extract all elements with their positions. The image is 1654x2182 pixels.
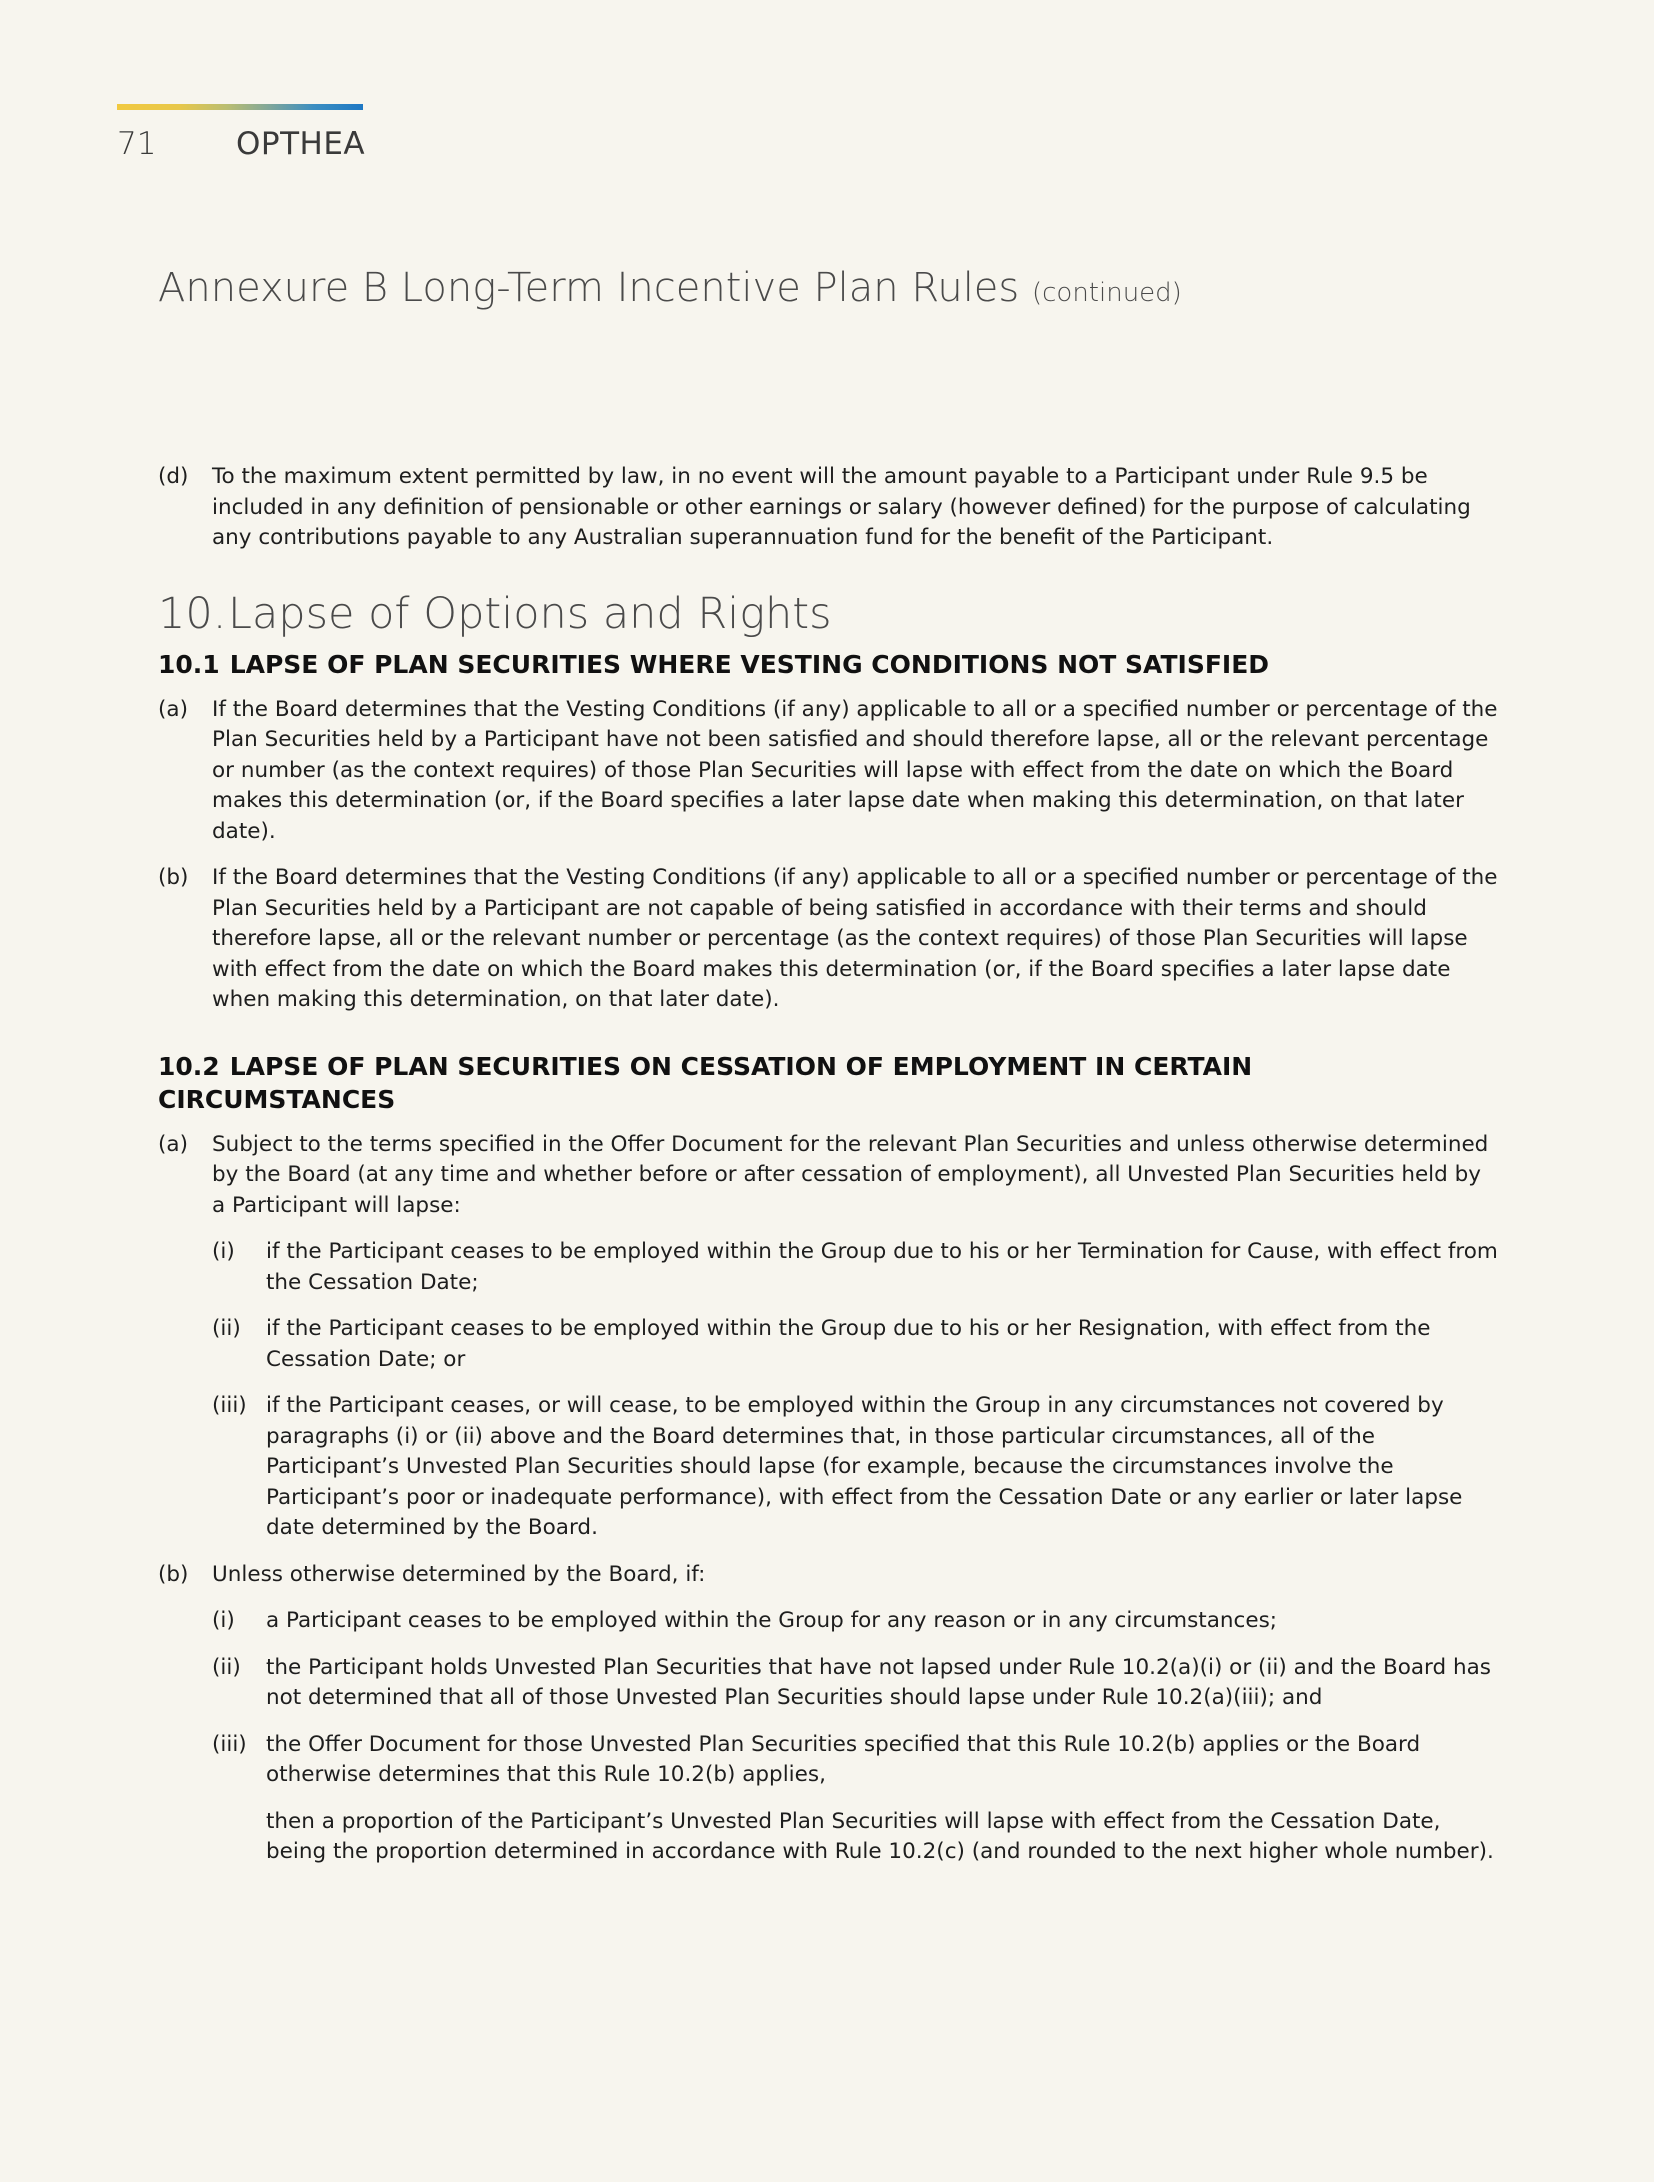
subparagraph-10-2-a-ii [212,1314,1498,1375]
section-number: 10. [158,588,227,639]
annexure-title-main: Annexure B Long-Term Incentive Plan Rules [158,265,1020,311]
subparagraph-label: (iii) [212,1731,247,1757]
paragraph-label: (a) [158,696,188,722]
page-number: 71 [117,126,157,162]
subparagraph-text: the Participant holds Unvested Plan Securities that have not lapsed under Rule 10.2(a)(i) or (ii) and the Board has not determined that all of those Unvested Plan Securities should lapse under Rule 10.2(a)(iii); and [266,1654,1491,1710]
paragraph-label: (b) [158,1561,189,1587]
subparagraph-text: a Participant ceases to be employed within the Group for any reason or in any circumstances; [266,1608,1278,1633]
subparagraph-10-2-b-i [212,1606,1498,1637]
subparagraph-10-2-b-iii [212,1730,1498,1791]
paragraph-d [158,462,1498,554]
paragraph-text: To the maximum extent permitted by law, in no event will the amount payable to a Participant under Rule 9.5 be included in any definition of pensionable or other earnings or salary (however defined) for the purpose of calculating any contributions payable to any Australian superannuation fund for the benefit of the Participant. [212,464,1471,550]
continuation-paragraph: then a proportion of the Participant’s Unvested Plan Securities will lapse with effect from the Cessation Date, being the proportion determined in accordance with Rule 10.2(c) (and rounded to the next higher whole number). [266,1808,1494,1864]
subsection-number: 10.1 [158,649,220,679]
subparagraph-label: (i) [212,1239,235,1264]
document-body [158,462,1498,1884]
subsection-number: 10.2 [158,1051,220,1081]
subparagraph-label: (iii) [212,1393,247,1418]
subparagraph-10-2-b-ii [212,1653,1498,1714]
paragraph-label: (a) [158,1131,188,1157]
subsection-heading-text: LAPSE OF PLAN SECURITIES WHERE VESTING CONDITIONS NOT SATISFIED [229,649,1270,679]
subparagraph-text: if the Participant ceases to be employed within the Group due to his or her Resignation, with effect from the Cessation Date; or [266,1316,1431,1372]
header-color-rule [117,104,363,110]
subsection-heading-10-2 [158,1050,1498,1116]
paragraph-10-2-a [158,1130,1498,1222]
paragraph-10-1-a [158,695,1498,848]
subparagraph-text: if the Participant ceases, or will cease, to be employed within the Group in any circumstances not covered by paragraphs (i) or (ii) above and the Board determines that, in those particular circumstances, all of the Participant’s Unvested Plan Securities should lapse (for example, because the circumstances involve the Participant’s poor or inadequate performance), with effect from the Cessation Date or any earlier or later lapse date determined by the Board. [266,1393,1463,1540]
paragraph-label: (b) [158,865,189,890]
paragraph-text: Subject to the terms specified in the Offer Document for the relevant Plan Securities and unless otherwise determined by the Board (at any time and whether before or after cessation of employment), all Unvested Plan Securities held by a Participant will lapse: [212,1131,1489,1218]
paragraph-text: If the Board determines that the Vesting Conditions (if any) applicable to all or a specified number or percentage of the Plan Securities held by a Participant are not capable of being satisfied in accordance with their terms and should therefore lapse, all or the relevant number or percentage (as the context requires) of those Plan Securities will lapse with effect from the date on which the Board makes this determination (or, if the Board specifies a later lapse date when making this determination, on that later date). [212,865,1498,1012]
subparagraph-label: (i) [212,1608,235,1633]
subparagraph-label: (ii) [212,1316,241,1341]
subparagraph-10-2-a-i [212,1237,1498,1298]
annexure-title-suffix: (continued) [1031,278,1182,308]
section-heading [158,588,1498,640]
subsection-heading-text: LAPSE OF PLAN SECURITIES ON CESSATION OF EMPLOYMENT IN CERTAIN CIRCUMSTANCES [158,1051,1253,1114]
paragraph-label: (d) [158,464,189,489]
subparagraph-10-2-a-iii [212,1391,1498,1544]
paragraph-10-1-b [158,863,1498,1016]
annexure-title [158,265,1182,311]
paragraph-10-2-b [158,1560,1498,1591]
subparagraph-label: (ii) [212,1654,241,1680]
paragraph-text: If the Board determines that the Vesting Conditions (if any) applicable to all or a specified number or percentage of the Plan Securities held by a Participant have not been satisfied and should therefore lapse, all or the relevant percentage or number (as the context requires) of those Plan Securities will lapse with effect from the date on which the Board makes this determination (or, if the Board specifies a later lapse date when making this determination, on that later date). [212,696,1498,844]
subsection-heading-10-1 [158,648,1498,681]
paragraph-text: Unless otherwise determined by the Board, if: [212,1561,706,1587]
subparagraph-text: the Offer Document for those Unvested Plan Securities specified that this Rule 10.2(b) applies or the Board otherwise determines that this Rule 10.2(b) applies, [266,1731,1421,1787]
subparagraph-text: if the Participant ceases to be employed within the Group due to his or her Termination for Cause, with effect from the Cessation Date; [266,1239,1498,1295]
brand-logo: OPTHEA [236,126,366,162]
section-title-text: Lapse of Options and Rights [228,588,832,639]
